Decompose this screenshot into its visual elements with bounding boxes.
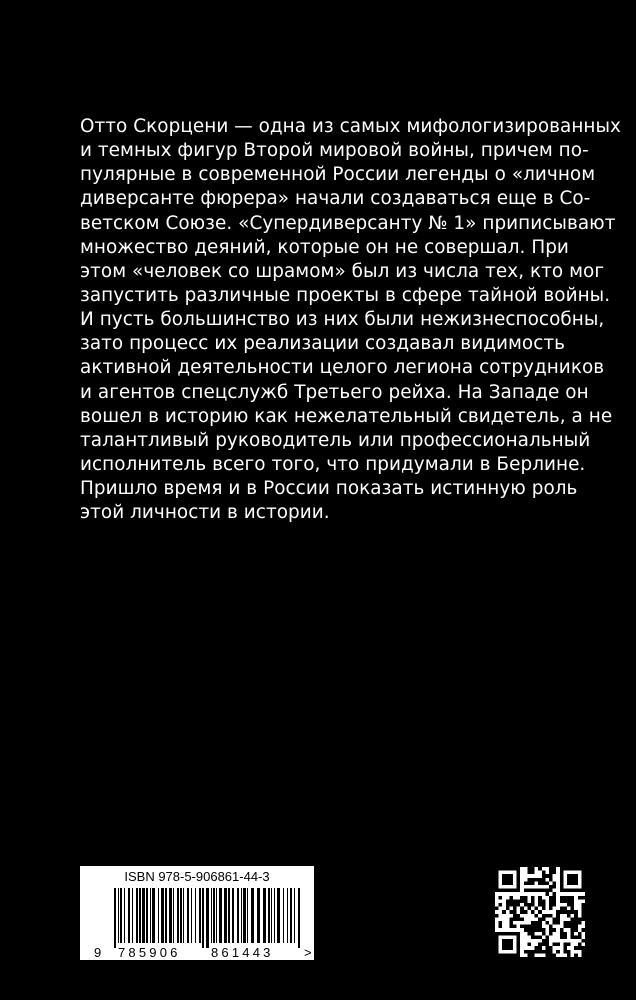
blurb-line-6: множество деяний, которые он не совершал. При bbox=[80, 236, 569, 258]
blurb-line-15: исполнитель всего того, что придумали в Берлине. bbox=[80, 453, 586, 475]
blurb-line-11: активной деятельности целого легиона сотрудников bbox=[80, 357, 605, 379]
blurb-line-16: Пришло время и в России показать истинную роль bbox=[80, 478, 578, 500]
blurb-line-8: запустить различные проекты в сфере тайной войны. bbox=[80, 284, 611, 306]
barcode-left-group: 785906 bbox=[118, 945, 181, 960]
blurb-line-14: талантливый руководитель или профессиональный bbox=[80, 429, 591, 451]
blurb-line-9: И пусть большинство из них были нежизнеспособны, bbox=[80, 309, 605, 331]
barcode-arrow: > bbox=[304, 945, 312, 960]
barcode-first-digit: 9 bbox=[94, 945, 102, 960]
blurb-line-4: диверсанте фюрера» начали создаваться еще в Со- bbox=[80, 188, 591, 210]
blurb-line-1: Отто Скорцени — одна из самых мифологизированных bbox=[80, 116, 621, 137]
qr-code bbox=[495, 867, 585, 957]
blurb-line-13: вошел в историю как нежелательный свидетель, а не bbox=[80, 405, 613, 427]
blurb-line-3: пулярные в современной России легенды о «личном bbox=[80, 164, 596, 186]
blurb-line-17: этой личности в истории. bbox=[80, 502, 330, 524]
isbn-barcode bbox=[80, 866, 314, 960]
blurb-line-5: ветском Союзе. «Супердиверсанту № 1» приписывают bbox=[80, 212, 616, 234]
barcode-right-group: 861443 bbox=[211, 945, 274, 960]
blurb-line-12: и агентов спецслужб Третьего рейха. На Западе он bbox=[80, 381, 589, 403]
blurb-line-7: этом «человек со шрамом» был из числа тех, кто мог bbox=[80, 260, 605, 282]
back-cover-blurb bbox=[80, 115, 621, 525]
barcode-bars bbox=[114, 888, 302, 948]
isbn-label: ISBN 978-5-906861-44-3 bbox=[124, 869, 270, 884]
blurb-line-2: и темных фигур Второй мировой войны, причем по- bbox=[80, 140, 589, 162]
blurb-line-10: зато процесс их реализации создавал видимость bbox=[80, 333, 566, 355]
